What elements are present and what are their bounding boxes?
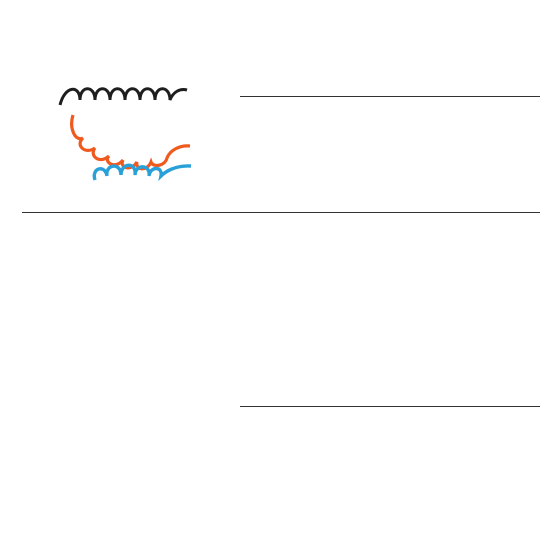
hose-illustration (55, 80, 195, 190)
airtac-logo (448, 34, 534, 56)
technical-chart (22, 232, 247, 384)
divider (240, 406, 540, 407)
black-coil-hose (60, 89, 187, 105)
divider (240, 212, 540, 213)
divider (22, 212, 247, 213)
orange-coil-hose (72, 115, 190, 169)
divider (240, 96, 540, 97)
blue-coil-hose (94, 165, 191, 180)
